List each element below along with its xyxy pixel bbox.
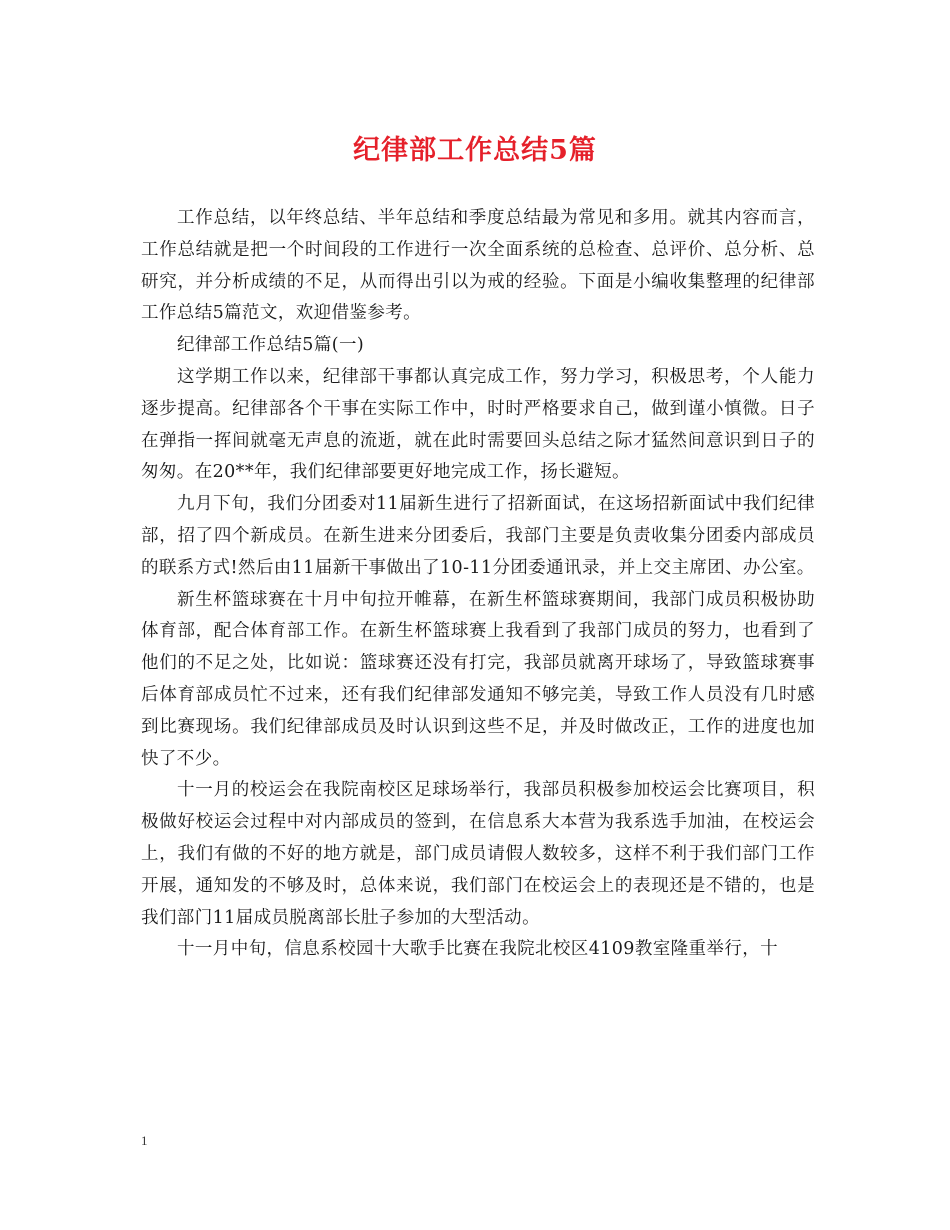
body-paragraph: 十一月中旬，信息系校园十大歌手比赛在我院北校区4109教室隆重举行，十 bbox=[177, 939, 779, 960]
page-title: 纪律部工作总结5篇 bbox=[353, 135, 597, 166]
page-number: 1 bbox=[141, 1133, 148, 1148]
body-paragraph: 新生杯篮球赛在十月中旬拉开帷幕，在新生杯篮球赛期间，我部门成员积极协助体育部，配合体育部工作。在新生杯篮球赛上我看到了我部门成员的努力，也看到了他们的不足之处，比如说：篮球赛还没有打完，我部员就离开球场了，导致篮球赛事后体育部成员忙不过来，还有我们纪律部发通知不够完美，导致工作人员没有几时感到比赛现场。我们纪律部成员及时认识到这些不足，并及时做改正，工作的进度也加快了不少。 bbox=[141, 589, 815, 769]
body-paragraph: 这学期工作以来，纪律部干事都认真完成工作，努力学习，积极思考，个人能力逐步提高。纪律部各个干事在实际工作中，时时严格要求自己，做到谨小慎微。日子在弹指一挥间就毫无声息的流逝，就在此时需要回头总结之际才猛然间意识到日子的匆匆。在20**年，我们纪律部要更好地完成工作，扬长避短。 bbox=[141, 366, 815, 483]
intro-paragraph: 工作总结，以年终总结、半年总结和季度总结最为常见和多用。就其内容而言，工作总结就是把一个时间段的工作进行一次全面系统的总检查、总评价、总分析、总研究，并分析成绩的不足，从而得出引以为戒的经验。下面是小编收集整理的纪律部工作总结5篇范文，欢迎借鉴参考。 bbox=[141, 208, 815, 324]
document-body bbox=[141, 203, 815, 966]
section-heading: 纪律部工作总结5篇(一) bbox=[177, 335, 365, 356]
body-paragraph: 九月下旬，我们分团委对11届新生进行了招新面试，在这场招新面试中我们纪律部，招了四个新成员。在新生进来分团委后，我部门主要是负责收集分团委内部成员的联系方式!然后由11届新干事做出了10-11分团委通讯录，并上交主席团、办公室。 bbox=[141, 494, 815, 578]
body-paragraph: 十一月的校运会在我院南校区足球场举行，我部员积极参加校运会比赛项目，积极做好校运会过程中对内部成员的签到，在信息系大本营为我系选手加油，在校运会上，我们有做的不好的地方就是，部门成员请假人数较多，这样不利于我们部门工作开展，通知发的不够及时，总体来说，我们部门在校运会上的表现还是不错的，也是我们部门11届成员脱离部长肚子参加的大型活动。 bbox=[141, 780, 815, 928]
